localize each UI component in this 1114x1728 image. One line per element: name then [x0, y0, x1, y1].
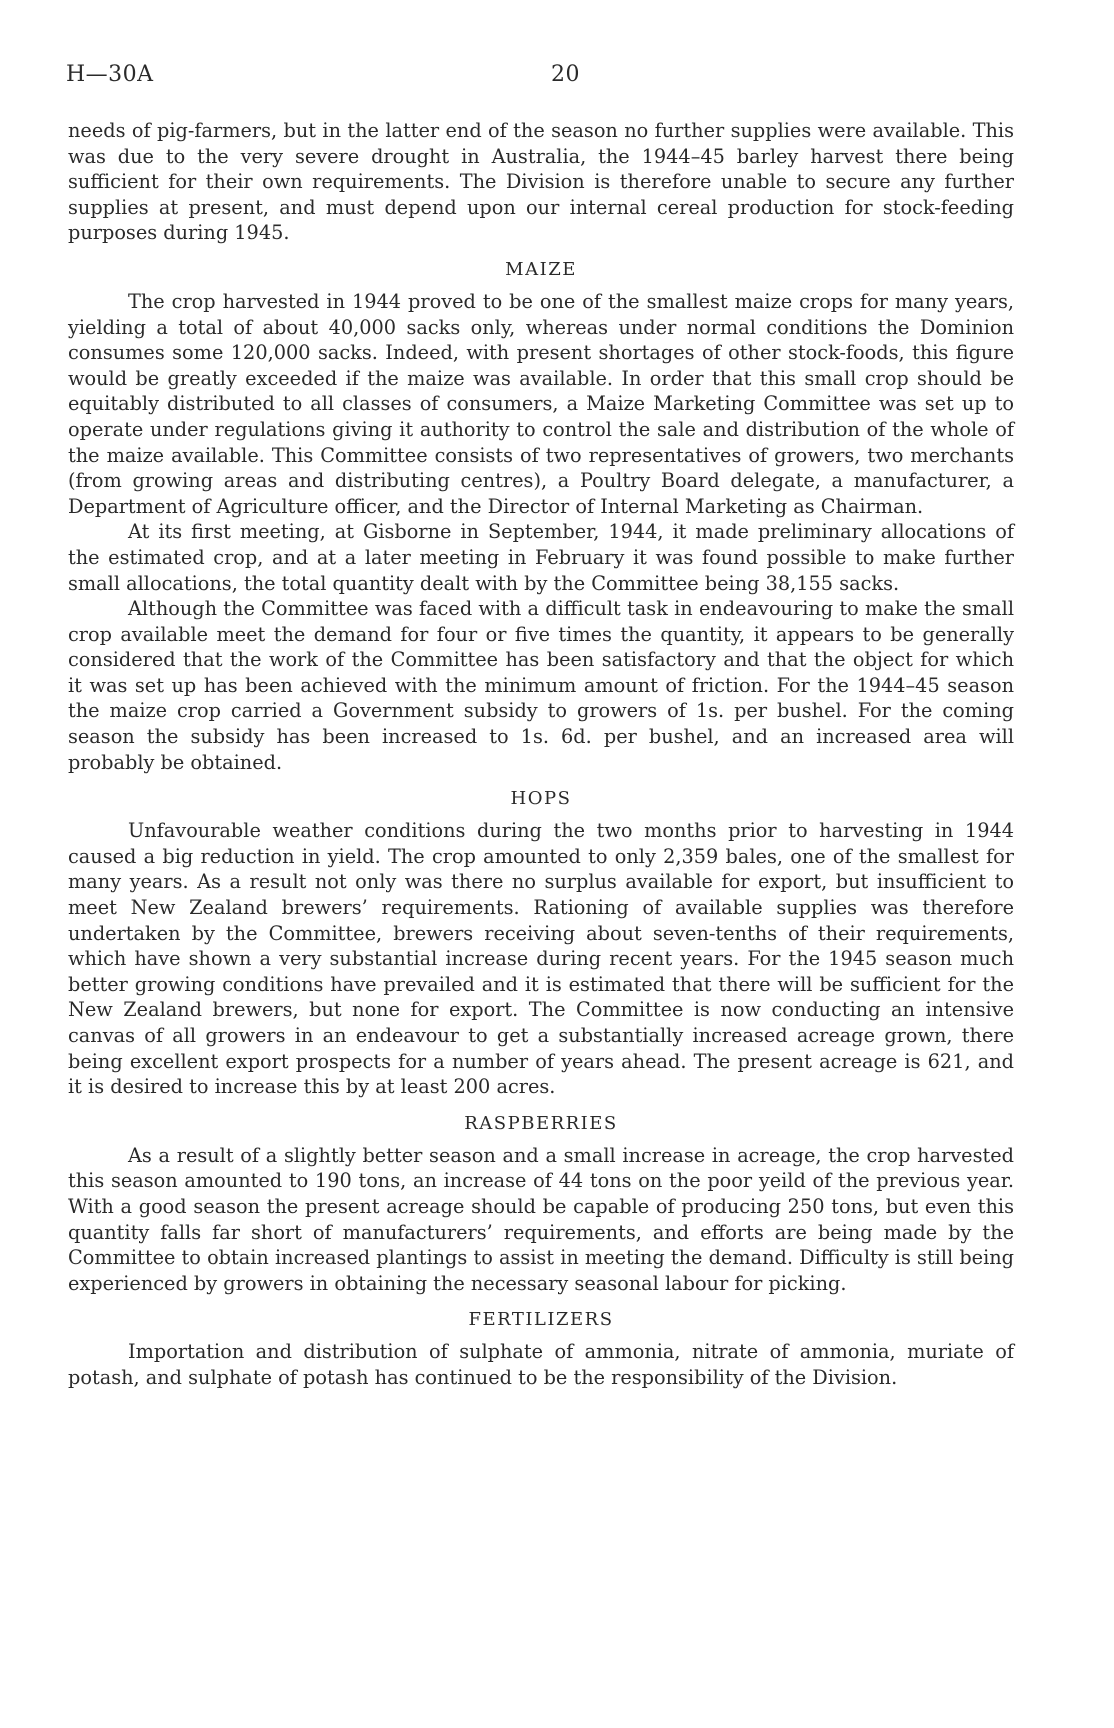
paragraph: At its first meeting, at Gisborne in September, 1944, it made preliminary allocations of the estimated crop, and at a later meeting in February it was found possible to make further small allocations, the total quantity dealt with by the Committee being 38,155 sacks.: [68, 520, 1014, 595]
section-heading-fertilizers: FERTILIZERS: [468, 1309, 614, 1331]
section-heading-maize: MAIZE: [505, 258, 577, 280]
document-reference: H—30A: [66, 62, 154, 87]
section-maize: [68, 259, 1014, 775]
page-body: [68, 118, 1014, 1391]
section-hops: [68, 788, 1014, 1100]
section-raspberries: [68, 1113, 1014, 1297]
paragraph: Importation and distribution of sulphate of ammonia, nitrate of ammonia, muriate of potash, and sulphate of potash has continued to be the responsibility of the Division.: [68, 1340, 1014, 1389]
page-number: 20: [551, 62, 580, 87]
continued-paragraph: needs of pig-farmers, but in the latter end of the season no further supplies were available. This was due to the very severe drought in Australia, the 1944–45 barley harvest there being sufficient for their own requirements. The Division is therefore unable to secure any further supplies at present, and must depend upon our internal cereal production for stock-feeding purposes during 1945.: [68, 119, 1014, 245]
section-heading-hops: HOPS: [510, 788, 572, 810]
paragraph: As a result of a slightly better season and a small increase in acreage, the crop harvested this season amounted to 190 tons, an increase of 44 tons on the poor yeild of the previous year. With a good season the present acreage should be capable of producing 250 tons, but even this quantity falls far short of manufacturers’ requirements, and efforts are being made by the Committee to obtain increased plantings to assist in meeting the demand. Difficulty is still being experienced by growers in obtaining the necessary seasonal labour for picking.: [68, 1143, 1014, 1295]
paragraph: Unfavourable weather conditions during the two months prior to harvesting in 1944 caused a big reduction in yield. The crop amounted to only 2,359 bales, one of the smallest for many years. As a result not only was there no surplus available for export, but insufficient to meet New Zealand brewers’ requirements. Rationing of available supplies was therefore undertaken by the Committee, brewers receiving about seven-tenths of their requirements, which have shown a very substantial increase during recent years. For the 1945 season much better growing conditions have prevailed and it is estimated that there will be sufficient for the New Zealand brewers, but none for export. The Committee is now conducting an intensive canvas of all growers in an endeavour to get a substantially increased acreage grown, there being excellent export prospects for a number of years ahead. The present acreage is 621, and it is desired to increase this by at least 200 acres.: [68, 819, 1014, 1099]
section-fertilizers: [68, 1309, 1014, 1390]
paragraph: The crop harvested in 1944 proved to be one of the smallest maize crops for many years, yielding a total of about 40,000 sacks only, whereas under normal conditions the Dominion consumes some 120,000 sacks. Indeed, with present shortages of other stock-foods, this figure would be greatly exceeded if the maize was available. In order that this small crop should be equitably distributed to all classes of consumers, a Maize Marketing Committee was set up to operate under regulations giving it authority to control the sale and distribution of the whole of the maize available. This Committee consists of two representatives of growers, two merchants (from growing areas and distributing centres), a Poultry Board delegate, a manufacturer, a Department of Agriculture officer, and the Director of Internal Marketing as Chairman.: [68, 289, 1014, 518]
page-header: [66, 62, 1026, 102]
section-heading-raspberries: RASPBERRIES: [464, 1112, 618, 1134]
paragraph: Although the Committee was faced with a difficult task in endeavouring to make the small crop available meet the demand for four or five times the quantity, it appears to be generally considered that the work of the Committee has been satisfactory and that the object for which it was set up has been achieved with the minimum amount of friction. For the 1944–45 season the maize crop carried a Government subsidy to growers of 1s. per bushel. For the coming season the subsidy has been increased to 1s. 6d. per bushel, and an increased area will probably be obtained.: [68, 597, 1014, 774]
